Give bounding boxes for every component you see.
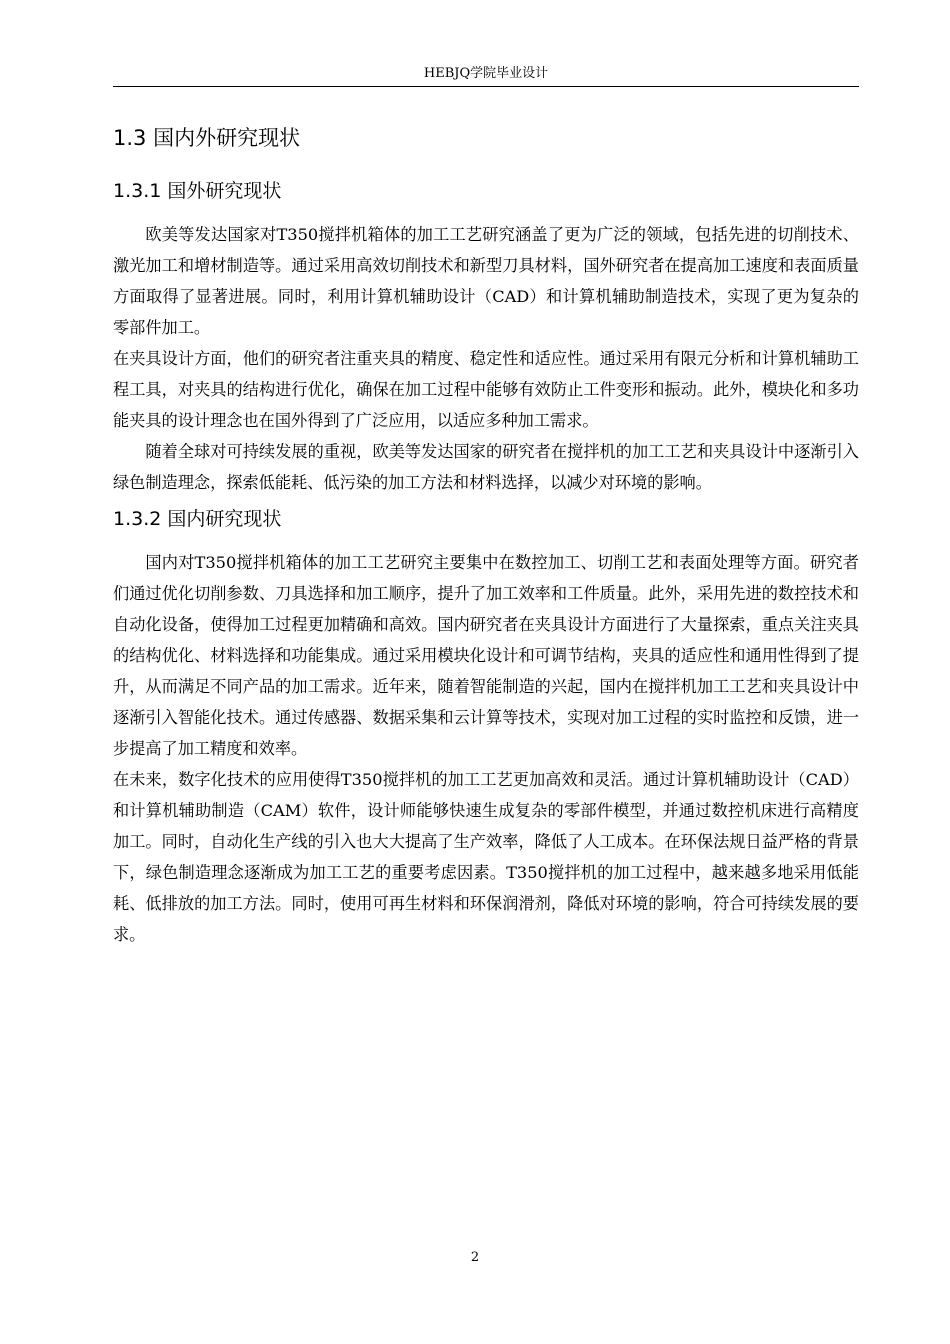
header-rule [113,86,859,87]
paragraph: 欧美等发达国家对T350搅拌机箱体的加工工艺研究涵盖了更为广泛的领域，包括先进的切削技术、激光加工和增材制造等。通过采用高效切削技术和新型刀具材料，国外研究者在提高加工速度和表面质量方面取得了显著进展。同时，利用计算机辅助设计（CAD）和计算机辅助制造技术，实现了更为复杂的零部件加工。 [113,225,859,337]
subsection-heading-foreign: 1.3.1 国外研究现状 [113,180,282,202]
paragraph: 在未来，数字化技术的应用使得T350搅拌机的加工工艺更加高效和灵活。通过计算机辅助设计（CAD）和计算机辅助制造（CAM）软件，设计师能够快速生成复杂的零部件模型，并通过数控机床进行高精度加工。同时，自动化生产线的引入也大大提高了生产效率，降低了人工成本。在环保法规日益严格的背景下，绿色制造理念逐渐成为加工工艺的重要考虑因素。T350搅拌机的加工过程中，越来越多地采用低能耗、低排放的加工方法。同时，使用可再生材料和环保润滑剂，降低对环境的影响，符合可持续发展的要求。 [113,770,859,944]
paragraph: 在夹具设计方面，他们的研究者注重夹具的精度、稳定性和适应性。通过采用有限元分析和计算机辅助工程工具，对夹具的结构进行优化，确保在加工过程中能够有效防止工件变形和振动。此外，模块化和多功能夹具的设计理念也在国外得到了广泛应用，以适应多种加工需求。 [113,349,859,430]
running-header: HEBJQ学院毕业设计 [423,66,549,81]
page-number: 2 [470,1250,480,1265]
section-heading: 1.3 国内外研究现状 [113,126,301,150]
paragraph: 随着全球对可持续发展的重视，欧美等发达国家的研究者在搅拌机的加工工艺和夹具设计中逐渐引入绿色制造理念，探索低能耗、低污染的加工方法和材料选择，以减少对环境的影响。 [113,442,859,492]
page-content [113,118,859,950]
paragraph: 国内对T350搅拌机箱体的加工工艺研究主要集中在数控加工、切削工艺和表面处理等方面。研究者们通过优化切削参数、刀具选择和加工顺序，提升了加工效率和工件质量。此外，采用先进的数控技术和自动化设备，使得加工过程更加精确和高效。国内研究者在夹具设计方面进行了大量探索，重点关注夹具的结构优化、材料选择和功能集成。通过采用模块化设计和可调节结构，夹具的适应性和通用性得到了提升，从而满足不同产品的加工需求。近年来，随着智能制造的兴起，国内在搅拌机加工工艺和夹具设计中逐渐引入智能化技术。通过传感器、数据采集和云计算等技术，实现对加工过程的实时监控和反馈，进一步提高了加工精度和效率。 [113,553,859,758]
subsection-heading-domestic: 1.3.2 国内研究现状 [113,508,282,530]
